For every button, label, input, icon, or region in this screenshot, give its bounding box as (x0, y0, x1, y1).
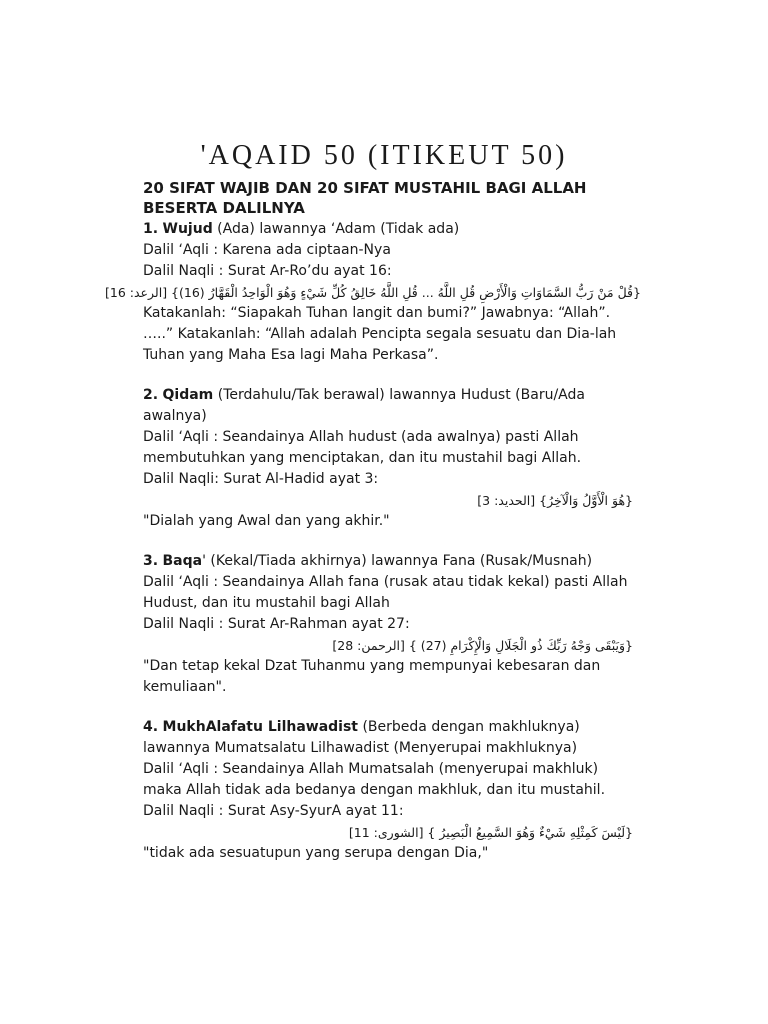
sifat-name: Baqa (162, 553, 203, 569)
sifat-section-baqa (143, 551, 633, 698)
section-heading: 20 SIFAT WAJIB DAN 20 SIFAT MUSTAHIL BAGI ALLAH BESERTA DALILNYA (143, 179, 587, 217)
dalil-naqli: Dalil Naqli : Surat Ar-Rahman ayat 27: (143, 616, 410, 632)
dalil-aqli: Dalil ‘Aqli : Seandainya Allah Mumatsalah (menyerupai makhluk) maka Allah tidak ada bedanya dengan makhluk, dan itu mustahil. (143, 761, 606, 798)
sifat-section-qidam (143, 385, 633, 532)
dalil-aqli: Dalil ‘Aqli : Seandainya Allah fana (rusak atau tidak kekal) pasti Allah Hudust, dan itu mustahil bagi Allah (143, 574, 628, 611)
sifat-name: Qidam (162, 387, 214, 403)
sifat-title (143, 551, 633, 572)
section-spacer (143, 698, 633, 717)
sifat-number: 3. (143, 553, 159, 569)
page-title: 'AQAID 50 (ITIKEUT 50) (200, 140, 568, 171)
sifat-description: (Ada) lawannya ‘Adam (Tidak ada) (212, 221, 460, 237)
sifat-title (143, 385, 633, 427)
section-spacer (143, 532, 633, 551)
arabic-verse: {لَيْسَ كَمِثْلِهِ شَيْءٌ وَهُوَ السَّمِيعُ الْبَصِيرُ } [الشورى: 11] (348, 825, 633, 840)
sifat-number: 1. (143, 221, 159, 237)
dalil-naqli: Dalil Naqli: Surat Al-Hadid ayat 3: (143, 471, 379, 487)
verse-translation: "Dialah yang Awal dan yang akhir." (143, 513, 390, 529)
sifat-section-mukhalafatu (143, 717, 633, 864)
sifat-number: 2. (143, 387, 159, 403)
arabic-verse: {هُوَ الْأَوَّلُ وَالْآخِرُ} [الحديد: 3] (477, 493, 633, 508)
sifat-name: MukhAlafatu Lilhawadist (162, 719, 359, 735)
sifat-description: (Terdahulu/Tak berawal) lawannya Hudust (Baru/Ada awalnya) (143, 387, 585, 424)
document-body (105, 178, 641, 864)
verse-translation: "Dan tetap kekal Dzat Tuhanmu yang mempunyai kebesaran dan kemuliaan". (143, 658, 601, 695)
arabic-verse: {قُلْ مَنْ رَبُّ السَّمَاوَاتِ وَالْأَرْضِ قُلِ اللَّهُ ... قُلِ اللَّهُ خَالِقُ كُلِّ شَيْءٍ وَهُوَ الْوَاحِدُ الْقَهَّارُ (16)} [الرعد: 16] (105, 285, 641, 300)
sifat-number: 4. (143, 719, 159, 735)
verse-translation: "tidak ada sesuatupun yang serupa dengan Dia," (143, 845, 489, 861)
arabic-verse: {وَيَبْقَى وَجْهُ رَبِّكَ ذُو الْجَلَالِ وَالْإِكْرَامِ (27) } [الرحمن: 28] (332, 638, 633, 653)
sifat-description: (Berbeda dengan makhluknya) lawannya Mumatsalatu Lilhawadist (Menyerupai makhluknya) (143, 719, 580, 756)
dalil-aqli: Dalil ‘Aqli : Karena ada ciptaan-Nya (143, 242, 391, 258)
sifat-name: Wujud (162, 221, 213, 237)
sifat-description: ' (Kekal/Tiada akhirnya) lawannya Fana (Rusak/Musnah) (202, 553, 593, 569)
dalil-naqli: Dalil Naqli : Surat Ar-Ro’du ayat 16: (143, 263, 392, 279)
dalil-aqli: Dalil ‘Aqli : Seandainya Allah hudust (ada awalnya) pasti Allah membutuhkan yang menciptakan, dan itu mustahil bagi Allah. (143, 429, 582, 466)
sifat-title (143, 219, 633, 240)
verse-translation: Katakanlah: “Siapakah Tuhan langit dan bumi?” Jawabnya: “Allah”. …..” Katakanlah: “Allah adalah Pencipta segala sesuatu dan Dia-lah Tuhan yang Maha Esa lagi Maha Perkasa”. (143, 305, 617, 363)
sifat-title (143, 717, 633, 759)
dalil-naqli: Dalil Naqli : Surat Asy-SyurA ayat 11: (143, 803, 404, 819)
section-spacer (143, 366, 633, 385)
sifat-section-wujud (105, 219, 641, 366)
